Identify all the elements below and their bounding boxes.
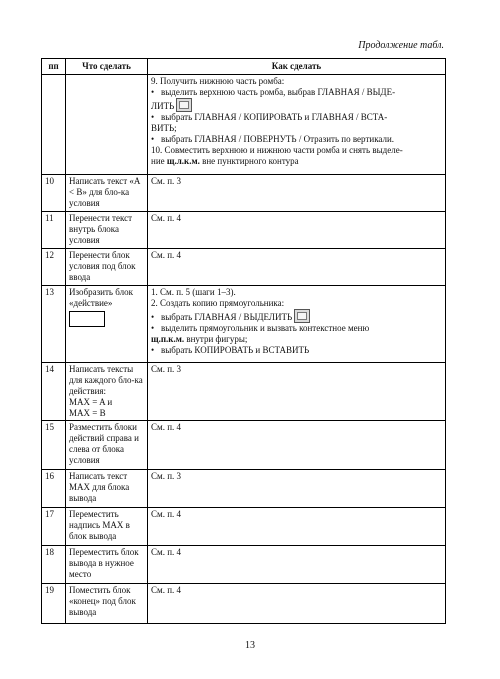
cell-num: 12: [42, 249, 66, 286]
header-num: пп: [42, 59, 66, 75]
table-row: [42, 363, 446, 421]
cell-num: 13: [42, 286, 66, 363]
table-row: [42, 421, 446, 470]
cell-what: Перенести блок условия под блок ввода: [66, 249, 148, 286]
step-line: 9. Получить нижнюю часть ромба:: [151, 76, 285, 86]
cell-what: Написать тексты для каждого бло-ка действия: MAX = A и MAX = B: [66, 363, 148, 421]
step-line: • выделить прямоугольник и вызвать контекстное меню: [151, 323, 442, 334]
cell-num: 16: [42, 470, 66, 508]
step-line: ние щ.л.к.м. вне пунктирного контура: [151, 156, 299, 166]
table-row: [42, 584, 446, 624]
step-line: • выбрать КОПИРОВАТЬ и ВСТАВИТЬ: [151, 345, 442, 356]
table-row: [42, 470, 446, 508]
table-row: [42, 546, 446, 584]
step-line: • выделить верхнюю часть ромба, выбрав ГЛАВНАЯ / ВЫДЕ-: [151, 87, 442, 98]
cell-how: См. п. 3: [148, 175, 446, 212]
table-row: [42, 75, 446, 175]
cell-num: 11: [42, 212, 66, 249]
cell-num: 14: [42, 363, 66, 421]
cell-how: [148, 286, 446, 363]
step-line: щ.п.к.м. внутри фигуры;: [151, 334, 248, 344]
cell-what: Написать текст MAX для блока вывода: [66, 470, 148, 508]
cell-what: Разместить блоки действий справа и слева от блока условия: [66, 421, 148, 470]
cell-num: 10: [42, 175, 66, 212]
cell-how: См. п. 4: [148, 508, 446, 546]
cell-what: [66, 75, 148, 175]
step-line: • выбрать ГЛАВНАЯ / ПОВЕРНУТЬ / Отразить по вертикали.: [151, 134, 442, 145]
step-line: • выбрать ГЛАВНАЯ / ВЫДЕЛИТЬ: [151, 309, 442, 323]
table-row: [42, 175, 446, 212]
header-how: Как сделать: [148, 59, 446, 75]
step-line: 10. Совместить верхнюю и нижнюю части ромба и снять выделе-: [151, 145, 403, 155]
cell-what: Поместить блок «конец» под блок вывода: [66, 584, 148, 624]
cell-how: См. п. 3: [148, 470, 446, 508]
cell-what: Написать текст «A < B» для бло-ка условия: [66, 175, 148, 212]
header-row: [42, 59, 446, 75]
cell-num: 15: [42, 421, 66, 470]
cell-what: Переместить надпись MAX в блок вывода: [66, 508, 148, 546]
cell-how: См. п. 4: [148, 421, 446, 470]
continuation-caption: Продолжение табл.: [358, 40, 444, 51]
cell-num: 19: [42, 584, 66, 624]
cell-num: [42, 75, 66, 175]
select-icon: [294, 309, 310, 323]
table-row: [42, 286, 446, 363]
page-number: 13: [245, 640, 255, 651]
step-line: ЛИТЬ: [151, 98, 442, 112]
cell-how: См. п. 3: [148, 363, 446, 421]
step-line: 1. См. п. 5 (шаги 1–3).: [151, 287, 236, 297]
select-icon: [176, 98, 192, 112]
cell-what: Перенести текст внутрь блока условия: [66, 212, 148, 249]
cell-what: Изобразить блок «действие»: [66, 286, 148, 363]
step-line: • выбрать ГЛАВНАЯ / КОПИРОВАТЬ и ГЛАВНАЯ / ВСТА-: [151, 112, 442, 123]
cell-how: [148, 75, 446, 175]
cell-num: 17: [42, 508, 66, 546]
header-what: Что сделать: [66, 59, 148, 75]
instructions-table: [41, 58, 446, 624]
cell-what: Переместить блок вывода в нужное место: [66, 546, 148, 584]
table-row: [42, 508, 446, 546]
cell-how: См. п. 4: [148, 546, 446, 584]
table-row: [42, 249, 446, 286]
cell-how: См. п. 4: [148, 584, 446, 624]
action-block-rectangle: [69, 311, 105, 327]
table-row: [42, 212, 446, 249]
cell-how: См. п. 4: [148, 249, 446, 286]
cell-num: 18: [42, 546, 66, 584]
step-line: ВИТЬ;: [151, 123, 177, 133]
cell-how: См. п. 4: [148, 212, 446, 249]
step-line: 2. Создать копию прямоугольника:: [151, 298, 285, 308]
